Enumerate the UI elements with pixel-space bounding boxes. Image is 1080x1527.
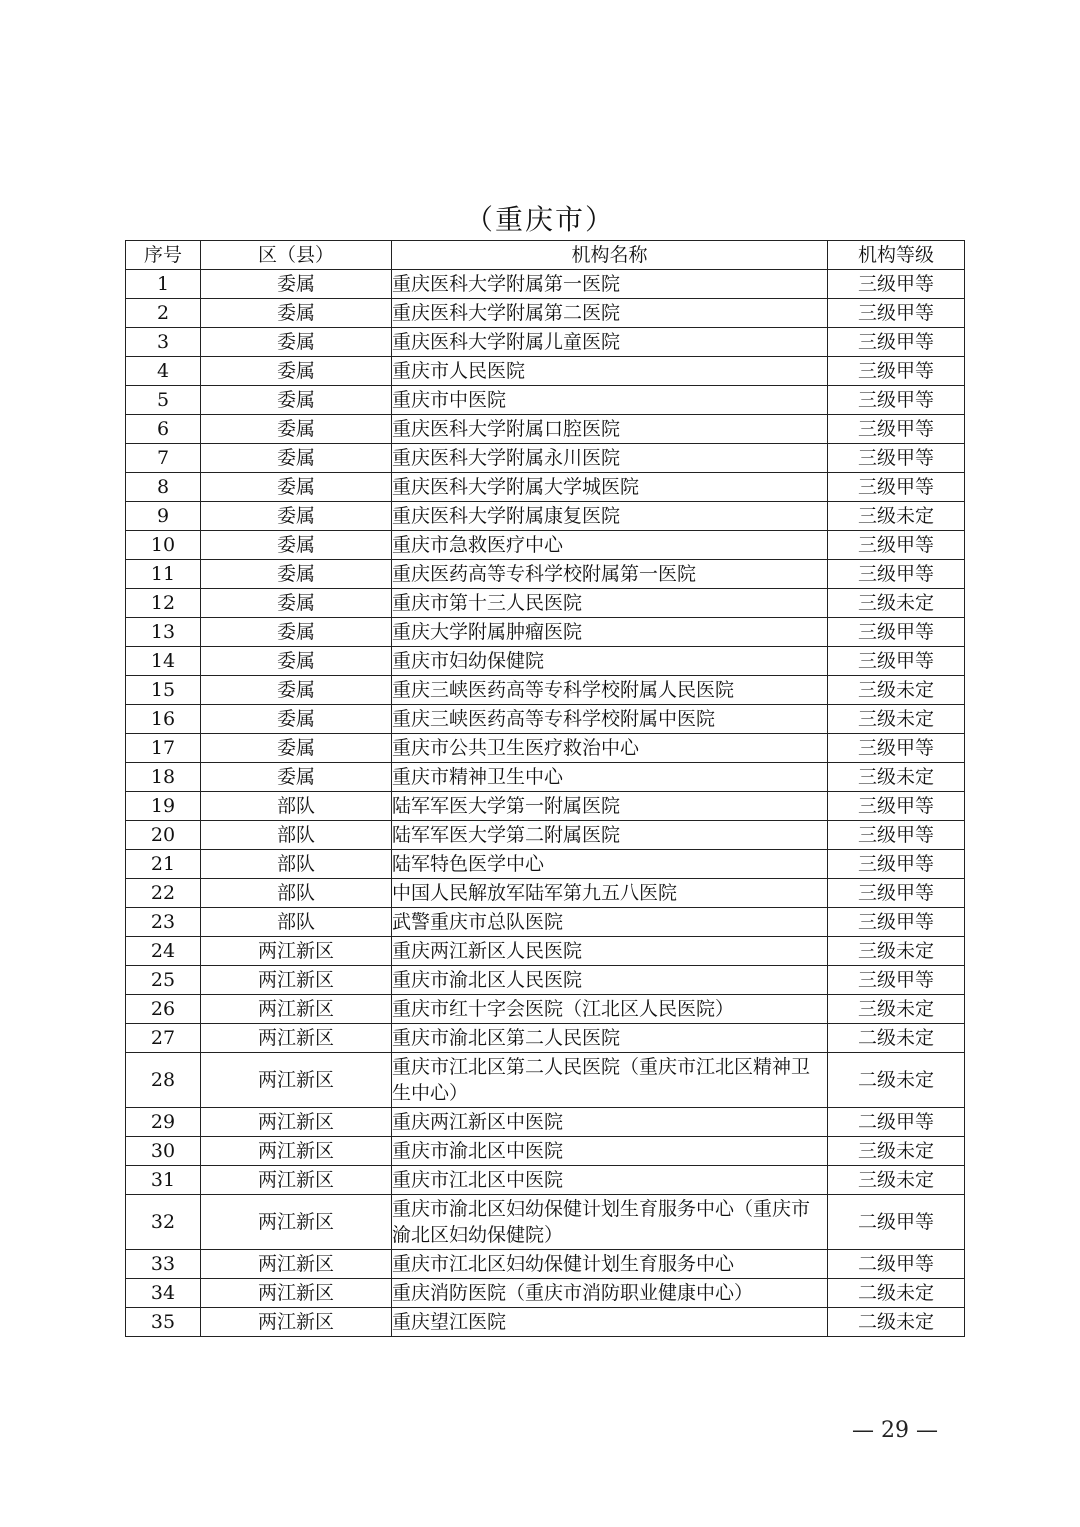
row-institution-name: 重庆医科大学附属大学城医院 <box>392 473 828 502</box>
row-district: 两江新区 <box>201 995 392 1024</box>
row-institution-name: 中国人民解放军陆军第九五八医院 <box>392 879 828 908</box>
row-institution-grade: 三级甲等 <box>828 879 965 908</box>
table-row <box>126 676 965 705</box>
row-institution-name: 重庆市渝北区人民医院 <box>392 966 828 995</box>
row-index: 11 <box>126 560 201 589</box>
row-index: 23 <box>126 908 201 937</box>
header-institution-grade: 机构等级 <box>828 241 965 270</box>
row-institution-name: 重庆两江新区中医院 <box>392 1108 828 1137</box>
table-row <box>126 531 965 560</box>
row-institution-grade: 三级甲等 <box>828 444 965 473</box>
row-index: 1 <box>126 270 201 299</box>
table-row <box>126 966 965 995</box>
row-institution-grade: 三级未定 <box>828 1166 965 1195</box>
row-index: 25 <box>126 966 201 995</box>
row-index: 30 <box>126 1137 201 1166</box>
row-institution-grade: 三级未定 <box>828 676 965 705</box>
row-institution-grade: 三级未定 <box>828 995 965 1024</box>
row-institution-name: 重庆市公共卫生医疗救治中心 <box>392 734 828 763</box>
table-row <box>126 647 965 676</box>
row-institution-grade: 三级甲等 <box>828 328 965 357</box>
row-district: 两江新区 <box>201 1024 392 1053</box>
row-index: 22 <box>126 879 201 908</box>
row-institution-grade: 三级甲等 <box>828 792 965 821</box>
row-institution-name: 重庆三峡医药高等专科学校附属中医院 <box>392 705 828 734</box>
row-institution-grade: 三级未定 <box>828 763 965 792</box>
row-index: 7 <box>126 444 201 473</box>
table-row <box>126 1308 965 1337</box>
table-row <box>126 1024 965 1053</box>
row-institution-name: 陆军军医大学第二附属医院 <box>392 821 828 850</box>
row-institution-name: 陆军军医大学第一附属医院 <box>392 792 828 821</box>
row-institution-name: 重庆望江医院 <box>392 1308 828 1337</box>
row-district: 委属 <box>201 357 392 386</box>
table-row <box>126 850 965 879</box>
row-district: 委属 <box>201 328 392 357</box>
row-index: 21 <box>126 850 201 879</box>
row-institution-name: 重庆市急救医疗中心 <box>392 531 828 560</box>
row-institution-grade: 三级甲等 <box>828 908 965 937</box>
row-index: 18 <box>126 763 201 792</box>
row-district: 两江新区 <box>201 966 392 995</box>
row-institution-grade: 三级未定 <box>828 502 965 531</box>
row-institution-grade: 三级甲等 <box>828 357 965 386</box>
row-district: 委属 <box>201 444 392 473</box>
row-institution-name: 重庆医科大学附属永川医院 <box>392 444 828 473</box>
row-institution-grade: 三级未定 <box>828 1137 965 1166</box>
row-district: 委属 <box>201 734 392 763</box>
row-index: 33 <box>126 1250 201 1279</box>
row-district: 两江新区 <box>201 1195 392 1250</box>
row-institution-name: 重庆三峡医药高等专科学校附属人民医院 <box>392 676 828 705</box>
row-district: 委属 <box>201 415 392 444</box>
row-institution-name: 重庆市江北区妇幼保健计划生育服务中心 <box>392 1250 828 1279</box>
table-row <box>126 415 965 444</box>
table-row <box>126 444 965 473</box>
row-district: 委属 <box>201 763 392 792</box>
table-row <box>126 1250 965 1279</box>
header-institution-name: 机构名称 <box>392 241 828 270</box>
table-header-row <box>126 241 965 270</box>
row-district: 委属 <box>201 618 392 647</box>
row-institution-name: 陆军特色医学中心 <box>392 850 828 879</box>
row-institution-grade: 三级甲等 <box>828 647 965 676</box>
row-institution-name: 重庆医科大学附属口腔医院 <box>392 415 828 444</box>
row-index: 9 <box>126 502 201 531</box>
row-index: 24 <box>126 937 201 966</box>
row-institution-name: 重庆两江新区人民医院 <box>392 937 828 966</box>
page-number: — 29 — <box>852 1418 938 1443</box>
table-row <box>126 937 965 966</box>
table-row <box>126 589 965 618</box>
row-institution-name: 重庆市中医院 <box>392 386 828 415</box>
row-index: 4 <box>126 357 201 386</box>
table-row <box>126 299 965 328</box>
table-row <box>126 502 965 531</box>
row-district: 两江新区 <box>201 1166 392 1195</box>
row-district: 部队 <box>201 821 392 850</box>
table-row <box>126 1053 965 1108</box>
row-district: 委属 <box>201 589 392 618</box>
table-row <box>126 386 965 415</box>
row-district: 两江新区 <box>201 1308 392 1337</box>
row-district: 两江新区 <box>201 1137 392 1166</box>
row-institution-grade: 三级甲等 <box>828 966 965 995</box>
row-district: 两江新区 <box>201 937 392 966</box>
row-institution-grade: 二级甲等 <box>828 1250 965 1279</box>
row-institution-name: 重庆市渝北区妇幼保健计划生育服务中心（重庆市渝北区妇幼保健院） <box>392 1195 828 1250</box>
row-institution-name: 重庆市红十字会医院（江北区人民医院） <box>392 995 828 1024</box>
row-index: 32 <box>126 1195 201 1250</box>
row-institution-name: 重庆医科大学附属第一医院 <box>392 270 828 299</box>
table-row <box>126 357 965 386</box>
row-district: 两江新区 <box>201 1053 392 1108</box>
row-institution-grade: 三级甲等 <box>828 850 965 879</box>
table-row <box>126 734 965 763</box>
row-district: 委属 <box>201 502 392 531</box>
row-index: 19 <box>126 792 201 821</box>
row-district: 部队 <box>201 908 392 937</box>
row-index: 26 <box>126 995 201 1024</box>
row-index: 20 <box>126 821 201 850</box>
table-row <box>126 618 965 647</box>
row-institution-grade: 三级未定 <box>828 705 965 734</box>
table-row <box>126 1279 965 1308</box>
row-district: 委属 <box>201 531 392 560</box>
table-row <box>126 1108 965 1137</box>
row-index: 31 <box>126 1166 201 1195</box>
row-district: 两江新区 <box>201 1108 392 1137</box>
row-institution-grade: 二级未定 <box>828 1053 965 1108</box>
row-district: 委属 <box>201 560 392 589</box>
table-row <box>126 1195 965 1250</box>
row-index: 2 <box>126 299 201 328</box>
table-row <box>126 705 965 734</box>
row-institution-name: 重庆消防医院（重庆市消防职业健康中心） <box>392 1279 828 1308</box>
row-index: 10 <box>126 531 201 560</box>
row-institution-name: 重庆市精神卫生中心 <box>392 763 828 792</box>
row-institution-grade: 三级甲等 <box>828 560 965 589</box>
row-index: 15 <box>126 676 201 705</box>
row-district: 部队 <box>201 792 392 821</box>
row-index: 16 <box>126 705 201 734</box>
row-institution-grade: 二级甲等 <box>828 1108 965 1137</box>
table-row <box>126 1166 965 1195</box>
row-district: 两江新区 <box>201 1250 392 1279</box>
row-institution-name: 重庆市妇幼保健院 <box>392 647 828 676</box>
row-index: 35 <box>126 1308 201 1337</box>
row-institution-name: 重庆医药高等专科学校附属第一医院 <box>392 560 828 589</box>
row-index: 29 <box>126 1108 201 1137</box>
row-institution-grade: 三级甲等 <box>828 531 965 560</box>
row-district: 委属 <box>201 270 392 299</box>
row-institution-name: 重庆医科大学附属康复医院 <box>392 502 828 531</box>
row-index: 6 <box>126 415 201 444</box>
row-institution-name: 重庆市渝北区第二人民医院 <box>392 1024 828 1053</box>
row-institution-grade: 三级甲等 <box>828 618 965 647</box>
row-index: 28 <box>126 1053 201 1108</box>
row-index: 12 <box>126 589 201 618</box>
row-institution-grade: 三级未定 <box>828 937 965 966</box>
table-row <box>126 560 965 589</box>
table-row <box>126 270 965 299</box>
row-district: 委属 <box>201 473 392 502</box>
row-institution-grade: 二级未定 <box>828 1024 965 1053</box>
row-district: 委属 <box>201 676 392 705</box>
row-institution-name: 重庆医科大学附属儿童医院 <box>392 328 828 357</box>
row-index: 34 <box>126 1279 201 1308</box>
hospital-table <box>125 240 965 1337</box>
table-row <box>126 473 965 502</box>
row-index: 13 <box>126 618 201 647</box>
table-row <box>126 879 965 908</box>
row-index: 27 <box>126 1024 201 1053</box>
row-institution-name: 重庆大学附属肿瘤医院 <box>392 618 828 647</box>
table-row <box>126 763 965 792</box>
row-district: 委属 <box>201 647 392 676</box>
row-institution-grade: 三级甲等 <box>828 821 965 850</box>
row-index: 14 <box>126 647 201 676</box>
table-row <box>126 908 965 937</box>
row-district: 部队 <box>201 850 392 879</box>
row-institution-name: 武警重庆市总队医院 <box>392 908 828 937</box>
table-row <box>126 1137 965 1166</box>
page-title: （重庆市） <box>464 203 615 236</box>
row-institution-grade: 三级甲等 <box>828 386 965 415</box>
table-row <box>126 792 965 821</box>
row-district: 部队 <box>201 879 392 908</box>
row-institution-name: 重庆市江北区第二人民医院（重庆市江北区精神卫生中心） <box>392 1053 828 1108</box>
row-institution-grade: 三级甲等 <box>828 299 965 328</box>
row-institution-name: 重庆市人民医院 <box>392 357 828 386</box>
row-institution-name: 重庆市江北区中医院 <box>392 1166 828 1195</box>
row-institution-grade: 三级甲等 <box>828 270 965 299</box>
table-row <box>126 328 965 357</box>
row-institution-grade: 二级未定 <box>828 1279 965 1308</box>
row-institution-grade: 三级甲等 <box>828 734 965 763</box>
row-institution-grade: 三级甲等 <box>828 473 965 502</box>
row-institution-grade: 三级甲等 <box>828 415 965 444</box>
row-index: 8 <box>126 473 201 502</box>
row-index: 17 <box>126 734 201 763</box>
row-institution-grade: 二级未定 <box>828 1308 965 1337</box>
row-district: 委属 <box>201 299 392 328</box>
table-row <box>126 821 965 850</box>
row-district: 两江新区 <box>201 1279 392 1308</box>
row-district: 委属 <box>201 386 392 415</box>
header-district: 区（县） <box>201 241 392 270</box>
row-institution-grade: 三级未定 <box>828 589 965 618</box>
row-institution-name: 重庆医科大学附属第二医院 <box>392 299 828 328</box>
header-index: 序号 <box>126 241 201 270</box>
row-district: 委属 <box>201 705 392 734</box>
row-index: 3 <box>126 328 201 357</box>
row-institution-name: 重庆市第十三人民医院 <box>392 589 828 618</box>
row-institution-grade: 二级甲等 <box>828 1195 965 1250</box>
table-row <box>126 995 965 1024</box>
row-index: 5 <box>126 386 201 415</box>
row-institution-name: 重庆市渝北区中医院 <box>392 1137 828 1166</box>
